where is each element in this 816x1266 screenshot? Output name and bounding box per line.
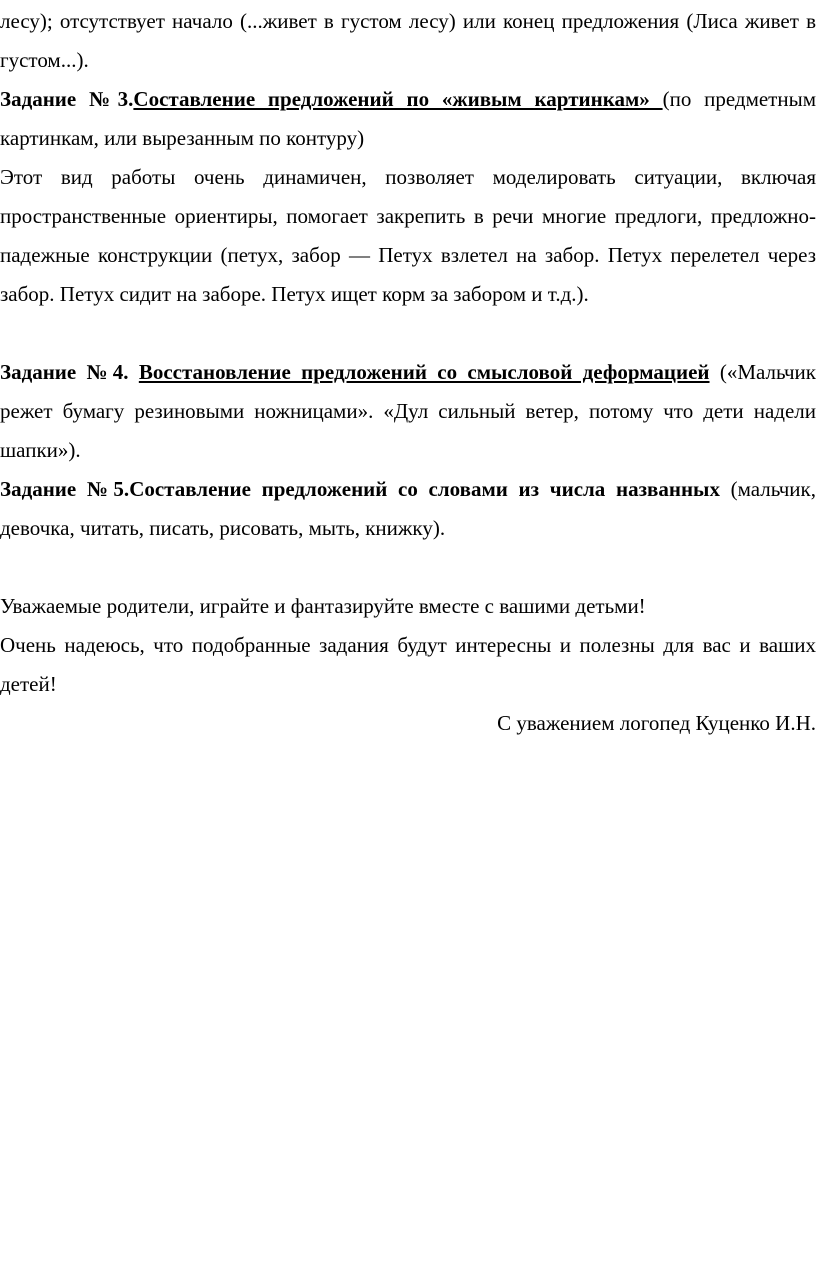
task3-heading-paragraph [0,80,816,158]
closing-line-2: Очень надеюсь, что подобранные задания будут интересны и полезны для вас и ваших детей! [0,633,816,696]
task5-after-title: (мальчик, девочка, читать, писать, рисовать, мыть, книжку). [0,477,816,540]
blank-line [0,314,816,353]
closing-line-1: Уважаемые родители, играйте и фантазируйте вместе с вашими детьми! [0,594,646,618]
task5-paragraph [0,470,816,548]
task3-title: Составление предложений по «живым картинкам» [133,87,663,111]
task3-label: Задание №3. [0,87,134,111]
task4-title: Восстановление предложений со смысловой деформацией [138,360,710,384]
task3-description: Этот вид работы очень динамичен, позволяет моделировать ситуации, включая пространственные ориентиры, помогает закрепить в речи многие предлоги, предложно-падежные конструкции (петух, забор — Петух взлетел на забор. Петух перелетел через забор. Петух сидит на заборе. Петух ищет корм за забором и т.д.). [0,165,816,306]
intro-continuation-paragraph: лесу); отсутствует начало (...живет в густом лесу) или конец предложения (Лиса живет в густом...). [0,9,816,72]
task4-label: Задание №4. [0,360,139,384]
task5-label: Задание №5. [0,477,130,501]
task5-title: Составление предложений со словами из числа названных [129,477,720,501]
task4-after-title: («Мальчик режет бумагу резиновыми ножницами». «Дул сильный ветер, потому что дети надели шапки»). [0,360,816,462]
task3-after-title: (по предметным картинкам, или вырезанным по контуру) [0,87,816,150]
task4-paragraph [0,353,816,470]
signature: С уважением логопед Куценко И.Н. [497,711,816,735]
blank-line [0,548,816,587]
